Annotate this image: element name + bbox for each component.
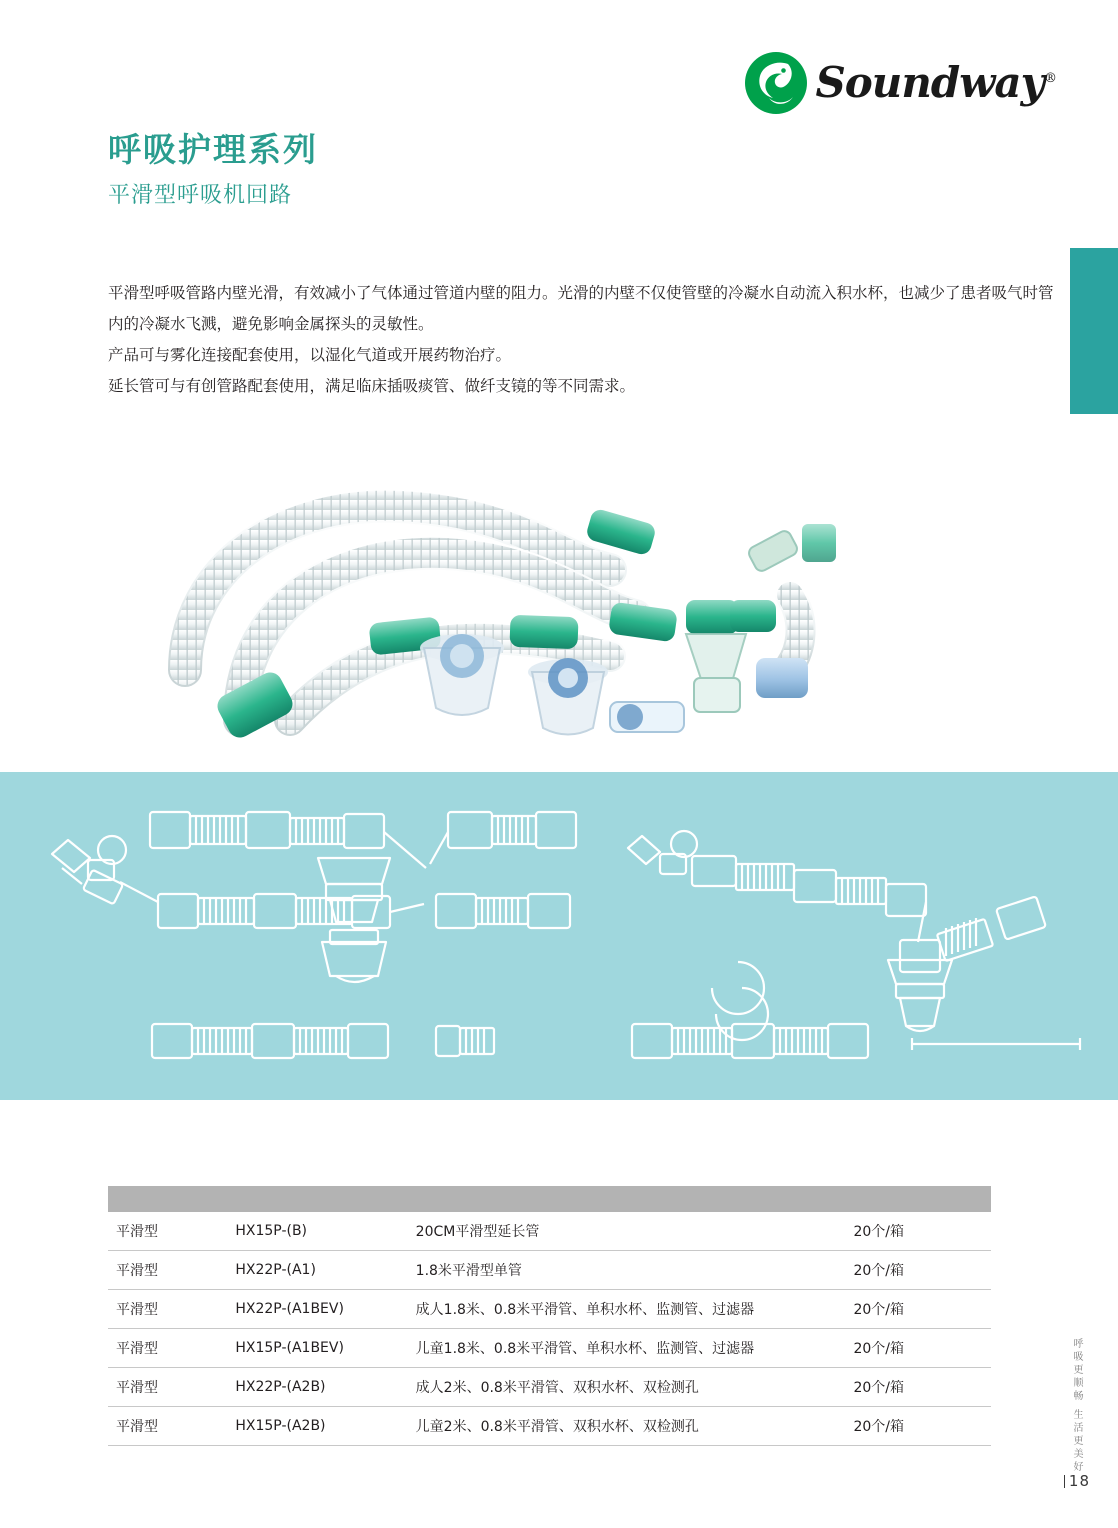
header-desc <box>408 1186 846 1212</box>
page-title: 呼吸护理系列 <box>108 130 318 169</box>
cell-desc: 儿童1.8米、0.8米平滑管、单积水杯、监测管、过滤器 <box>408 1329 846 1368</box>
cell-pack: 20个/箱 <box>845 1329 991 1368</box>
table-row <box>108 1329 991 1368</box>
cell-pack: 20个/箱 <box>845 1290 991 1329</box>
cell-model: HX15P-(A1BEV) <box>227 1329 407 1368</box>
cell-desc: 成人2米、0.8米平滑管、双积水杯、双检测孔 <box>408 1368 846 1407</box>
section-color-tab <box>1070 248 1118 414</box>
diagram-band <box>0 772 1118 1100</box>
cell-desc: 儿童2米、0.8米平滑管、双积水杯、双检测孔 <box>408 1407 846 1446</box>
spec-table-container <box>108 1186 991 1446</box>
cell-model: HX22P-(A1) <box>227 1251 407 1290</box>
cell-type: 平滑型 <box>108 1212 227 1251</box>
cell-model: HX22P-(A1BEV) <box>227 1290 407 1329</box>
page-subtitle: 平滑型呼吸机回路 <box>108 183 293 208</box>
spec-table <box>108 1186 991 1446</box>
intro-text <box>108 278 1058 402</box>
intro-paragraph-2: 产品可与雾化连接配套使用，以湿化气道或开展药物治疗。 <box>108 346 512 364</box>
cell-model: HX15P-(B) <box>227 1212 407 1251</box>
bird-in-circle-logo-icon <box>745 52 807 114</box>
table-row <box>108 1251 991 1290</box>
cell-pack: 20个/箱 <box>845 1212 991 1251</box>
spec-table-header-row <box>108 1186 991 1212</box>
cell-pack: 20个/箱 <box>845 1368 991 1407</box>
intro-paragraph-3: 延长管可与有创管路配套使用，满足临床插吸痰管、做纤支镜的等不同需求。 <box>108 377 636 395</box>
brand-name-text: Soundway <box>815 58 1044 107</box>
cell-type: 平滑型 <box>108 1368 227 1407</box>
table-row <box>108 1368 991 1407</box>
cell-type: 平滑型 <box>108 1407 227 1446</box>
cell-desc: 成人1.8米、0.8米平滑管、单积水杯、监测管、过滤器 <box>408 1290 846 1329</box>
page-number-text: 18 <box>1068 1472 1090 1490</box>
cell-model: HX15P-(A2B) <box>227 1407 407 1446</box>
brand-name <box>815 58 1056 107</box>
cell-pack: 20个/箱 <box>845 1407 991 1446</box>
header-type <box>108 1186 227 1212</box>
registered-mark: ® <box>1044 71 1056 86</box>
cell-desc: 20CM平滑型延长管 <box>408 1212 846 1251</box>
table-row <box>108 1407 991 1446</box>
header-model <box>227 1186 407 1212</box>
cell-pack: 20个/箱 <box>845 1251 991 1290</box>
intro-paragraph-1: 平滑型呼吸管路内壁光滑，有效减小了气体通过管道内壁的阻力。光滑的内壁不仅使管壁的冷凝水自动流入积水杯，也减少了患者吸气时管内的冷凝水飞溅，避免影响金属探头的灵敏性。 <box>108 284 1054 333</box>
cell-type: 平滑型 <box>108 1251 227 1290</box>
cell-desc: 1.8米平滑型单管 <box>408 1251 846 1290</box>
header-pack <box>845 1186 991 1212</box>
cell-type: 平滑型 <box>108 1290 227 1329</box>
brand-logo <box>745 52 1056 114</box>
table-row <box>108 1212 991 1251</box>
footer-slogan: 呼吸更顺畅 生活更美好 <box>1071 1338 1082 1475</box>
cell-type: 平滑型 <box>108 1329 227 1368</box>
spec-table-body <box>108 1212 991 1446</box>
spec-table-header <box>108 1186 991 1212</box>
table-row <box>108 1290 991 1329</box>
page-number <box>1064 1472 1090 1490</box>
product-photo <box>90 420 1050 770</box>
cell-model: HX22P-(A2B) <box>227 1368 407 1407</box>
